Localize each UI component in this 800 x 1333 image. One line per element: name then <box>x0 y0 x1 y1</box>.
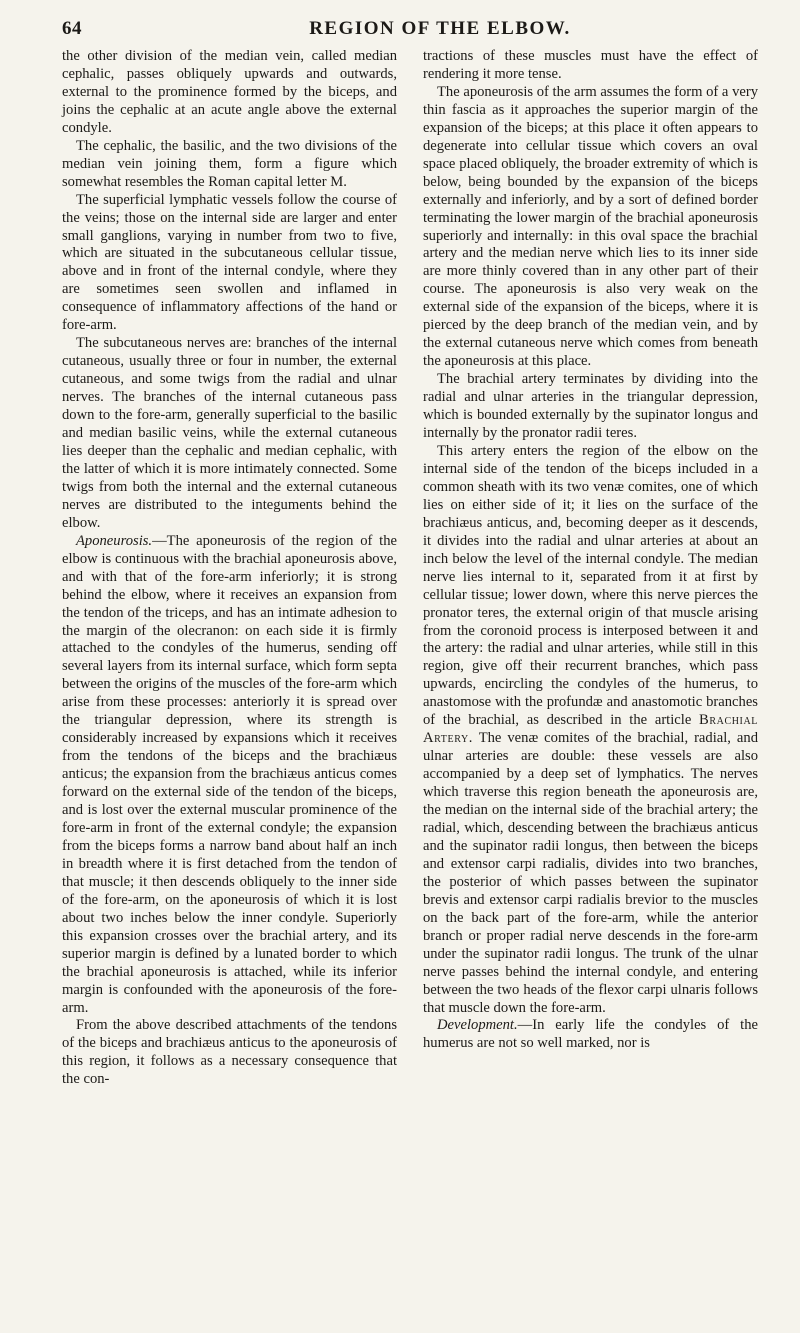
paragraph-body: The venæ comites of the brachial, radial, and ulnar arteries are double: these vessels are also accompanied by a deep set of lymphatics. The nerves which traverse this region beneath the aponeurosis are, the median on the internal side of the brachial artery; the radial, which, descending between the brachiæus anticus and the supinator radii longus, then between the biceps and extensor carpi radialis, divides into two branches, the posterior of which passes between the supinator brevis and extensor carpi radialis brevior to the muscles on the back part of the fore-arm, while the anterior branch or proper radial nerve descends in the fore-arm under the supinator radii longus. The trunk of the ulnar nerve passes behind the internal condyle, and entering between the two heads of the flexor carpi ulnaris follows that muscle down the fore-arm. <box>423 730 758 1016</box>
paragraph: the other division of the median vein, called median cephalic, passes obliquely upwards and outwards, external to the prominence formed by the biceps, and joins the cephalic at an acute angle above the external condyle. <box>62 48 397 136</box>
paragraph: The cephalic, the basilic, and the two divisions of the median vein joining them, form a figure which somewhat resembles the Roman capital letter M. <box>62 137 397 190</box>
paragraph-body: —The aponeurosis of the region of the elbow is continuous with the brachial aponeurosis above, and with that of the fore-arm inferiorly; it is strong behind the elbow, where it receives an expansion from the tendon of the triceps, and has an intimate adhesion to the margin of the olecranon: on each side it is firmly attached to the condyles of the humerus, sending off several layers from its internal surface, which form septa between the origins of the muscles of the fore-arm which arise from these processes: anteriorly it is spread over the triangular depression, where its strength is considerably increased by expansions which it receives from the tendons of the biceps and the brachiæus anticus; the expansion from the brachiæus anticus comes forward on the external side of the tendon of the biceps, and is lost over the external muscular prominence of the fore-arm in front of the external condyle; the expansion from the biceps forms a narrow band about half an inch in breadth where it is first detached from the tendon of that muscle; it then descends obliquely to the inner side of the fore-arm, on the aponeurosis of which it is lost about two inches below the inner condyle. Superiorly this expansion crosses over the brachial artery, and its superior margin is defined by a lunated border to which the brachial aponeurosis is attached, while its inferior margin is confounded with the aponeurosis of the fore-arm. <box>62 532 397 1016</box>
paragraph-artery <box>423 443 758 1018</box>
page-number: 64 <box>62 18 82 39</box>
paragraph: The superficial lymphatic vessels follow the course of the veins; those on the internal side are larger and enter small ganglions, varying in number from two to five, which are situated in the subcutaneous cellular tissue, above and in front of the internal condyle, where they are sometimes seen swollen and inflamed in consequence of inflammatory affections of the hand or fore-arm. <box>62 191 397 334</box>
section-heading-aponeurosis: Aponeurosis. <box>76 532 153 549</box>
paragraph: The brachial artery terminates by dividing into the radial and ulnar arteries in the triangular depression, which is bounded externally by the supinator longus and internally by the pronator radii teres. <box>423 371 758 442</box>
running-title: REGION OF THE ELBOW. <box>309 18 571 39</box>
article-reference: Brachial Artery. <box>423 712 758 747</box>
paragraph-body: —In early life the condyles of the humerus are not so well marked, nor is <box>423 1017 758 1052</box>
paragraph: The aponeurosis of the arm assumes the form of a very thin fascia as it approaches the superior margin of the expansion of the biceps; at this place it often appears to degenerate into cellular tissue which covers an oval space placed obliquely, the broader extremity of which is below, being bounded by the expansion of the biceps externally and inferiorly, and by a sort of defined border terminating the lower margin of the brachial aponeurosis superiorly and internally: in this oval space the brachial artery and the median nerve which lies to its inner side are more thinly covered than in any other part of their course. The aponeurosis is also very weak on the external side of the expansion of the biceps, where it is pierced by the deep branch of the median vein, and by the external cutaneous nerve which comes from beneath the aponeurosis at this place. <box>423 83 758 370</box>
page-header <box>62 18 758 48</box>
text-columns <box>62 48 758 1089</box>
paragraph-development <box>423 1017 758 1053</box>
paragraph: The subcutaneous nerves are: branches of the internal cutaneous, usually three or four in number, the external cutaneous, and some twigs from the radial and ulnar nerves. The branches of the internal cutaneous pass down to the fore-arm, generally superficial to the basilic and median basilic veins, while the external cutaneous lies deeper than the cephalic and median cephalic, with the latter of which it is more intimately connected. Some twigs from both the internal and the external cutaneous nerves are distributed to the integuments behind the elbow. <box>62 335 397 531</box>
paragraph: From the above described attachments of the tendons of the biceps and brachiæus anticus to the aponeurosis of this region, it follows as a necessary consequence that the con- <box>62 1017 397 1088</box>
paragraph-aponeurosis <box>62 533 397 1018</box>
section-heading-development: Development. <box>437 1017 518 1034</box>
left-column <box>62 48 397 1089</box>
paragraph: tractions of these muscles must have the effect of rendering it more tense. <box>423 48 758 82</box>
right-column <box>423 48 758 1089</box>
paragraph-body: This artery enters the region of the elbow on the internal side of the tendon of the biceps included in a common sheath with its two venæ comites, one of which lies on either side of it; it lies on the surface of the brachiæus anticus, and, becoming deeper as it descends, it divides into the radial and ulnar arteries at about an inch below the level of the internal condyle. The median nerve lies internal to it, separated from it at first by cellular tissue; lower down, where this nerve pierces the pronator teres, the external origin of that muscle arising from the coronoid process is interposed between it and the artery: the radial and ulnar arteries, while still in this region, give off their recurrent branches, which pass upwards, encircling the condyles of the humerus, to anastomose with the profundæ and anastomotic branches of the brachial, as described in the article <box>423 442 758 729</box>
